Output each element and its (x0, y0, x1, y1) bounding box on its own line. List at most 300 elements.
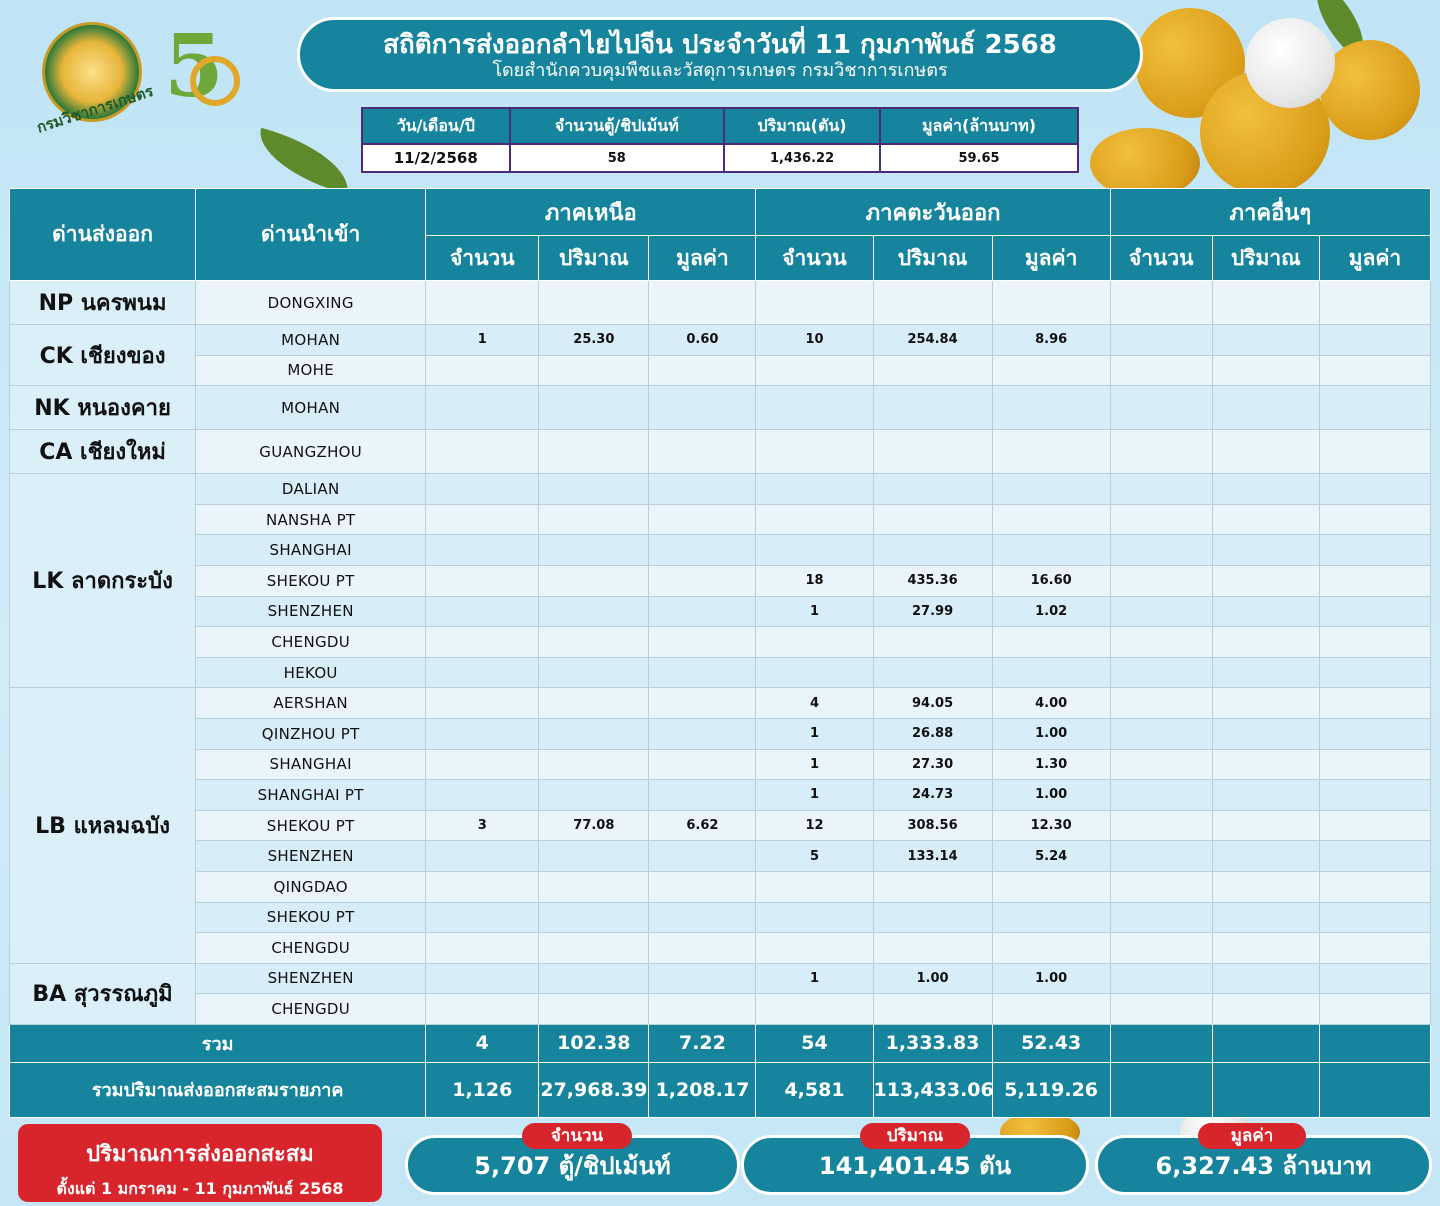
value-cell (1212, 994, 1319, 1025)
value-cell (1110, 688, 1212, 719)
longan-peeled-image (1245, 18, 1335, 108)
import-destination-cell: QINGDAO (196, 871, 426, 902)
value-cell (873, 386, 992, 430)
value-cell (873, 627, 992, 658)
value-cell (1212, 565, 1319, 596)
value-cell (649, 902, 756, 933)
value-cell (649, 565, 756, 596)
value-cell (992, 627, 1110, 658)
value-cell (426, 535, 539, 566)
value-cell (1212, 535, 1319, 566)
summary-value: 59.65 (880, 144, 1078, 172)
cumulative-title: ปริมาณการส่งออกสะสม (86, 1142, 314, 1167)
value-cell (1212, 902, 1319, 933)
value-cell (649, 933, 756, 964)
value-cell: 12 (756, 810, 873, 841)
value-cell (649, 474, 756, 505)
value-cell (873, 933, 992, 964)
value-cell (1212, 627, 1319, 658)
value-cell (1110, 963, 1212, 994)
accumulated-row-value (1110, 1062, 1212, 1117)
value-cell (539, 688, 649, 719)
value-cell (873, 430, 992, 474)
value-cell (426, 430, 539, 474)
accumulated-row-value: 1,126 (426, 1062, 539, 1117)
total-row (10, 1024, 1431, 1062)
value-cell (649, 657, 756, 688)
value-cell: 4 (756, 688, 873, 719)
table-row (10, 718, 1431, 749)
value-cell (426, 688, 539, 719)
table-row (10, 325, 1431, 356)
export-port-cell: NK หนองคาย (10, 386, 196, 430)
value-cell (1110, 325, 1212, 356)
table-row (10, 565, 1431, 596)
value-cell (426, 504, 539, 535)
value-cell (1110, 535, 1212, 566)
value-cell (1212, 386, 1319, 430)
header-region-east: ภาคตะวันออก (756, 189, 1110, 236)
value-cell: 1.00 (992, 963, 1110, 994)
accumulated-row-value: 5,119.26 (992, 1062, 1110, 1117)
table-row (10, 902, 1431, 933)
value-cell (1110, 474, 1212, 505)
table-row (10, 430, 1431, 474)
value-cell (426, 281, 539, 325)
value-cell (1212, 933, 1319, 964)
stat-volume-tag: ปริมาณ (860, 1123, 970, 1149)
value-cell (539, 430, 649, 474)
value-cell (1212, 657, 1319, 688)
total-row-value: 102.38 (539, 1024, 649, 1062)
value-cell (992, 994, 1110, 1025)
value-cell (756, 871, 873, 902)
value-cell (1212, 355, 1319, 386)
header-count: จำนวน (1110, 236, 1212, 281)
import-destination-cell: CHENGDU (196, 627, 426, 658)
value-cell (539, 749, 649, 780)
value-cell: 18 (756, 565, 873, 596)
value-cell (426, 565, 539, 596)
stat-count-value: 5,707 ตู้/ชิปเม้นท์ (474, 1152, 671, 1180)
accumulated-row-value (1212, 1062, 1319, 1117)
value-cell (539, 902, 649, 933)
value-cell (426, 780, 539, 811)
value-cell (426, 994, 539, 1025)
import-destination-cell: DALIAN (196, 474, 426, 505)
import-destination-cell: SHANGHAI (196, 535, 426, 566)
header-export-checkpoint: ด่านส่งออก (10, 189, 196, 281)
value-cell (1212, 780, 1319, 811)
value-cell (1110, 504, 1212, 535)
summary-count: 58 (510, 144, 725, 172)
import-destination-cell: SHENZHEN (196, 963, 426, 994)
value-cell (1212, 474, 1319, 505)
value-cell (539, 718, 649, 749)
value-cell (426, 627, 539, 658)
value-cell (992, 386, 1110, 430)
table-row (10, 596, 1431, 627)
value-cell: 1 (756, 718, 873, 749)
value-cell (756, 430, 873, 474)
table-row (10, 749, 1431, 780)
value-cell (1110, 810, 1212, 841)
value-cell (1319, 281, 1430, 325)
value-cell: 94.05 (873, 688, 992, 719)
value-cell (1319, 474, 1430, 505)
value-cell (873, 994, 992, 1025)
value-cell (426, 933, 539, 964)
total-row-label: รวม (10, 1024, 426, 1062)
value-cell (539, 565, 649, 596)
import-destination-cell: SHANGHAI PT (196, 780, 426, 811)
value-cell (1212, 596, 1319, 627)
table-row (10, 780, 1431, 811)
value-cell (539, 780, 649, 811)
table-row (10, 355, 1431, 386)
header-count: จำนวน (426, 236, 539, 281)
value-cell: 1.30 (992, 749, 1110, 780)
import-destination-cell: SHANGHAI (196, 749, 426, 780)
value-cell (873, 474, 992, 505)
value-cell (1212, 749, 1319, 780)
value-cell: 4.00 (992, 688, 1110, 719)
value-cell: 10 (756, 325, 873, 356)
value-cell (1319, 749, 1430, 780)
value-cell (1319, 780, 1430, 811)
import-destination-cell: SHEKOU PT (196, 810, 426, 841)
value-cell (539, 535, 649, 566)
accumulated-row (10, 1062, 1431, 1117)
value-cell: 1 (756, 749, 873, 780)
value-cell (649, 386, 756, 430)
value-cell: 1 (756, 596, 873, 627)
import-destination-cell: MOHAN (196, 386, 426, 430)
stat-volume-value: 141,401.45 ตัน (818, 1152, 1012, 1180)
value-cell (1212, 430, 1319, 474)
value-cell: 1 (756, 780, 873, 811)
daily-summary-table (361, 107, 1079, 173)
stat-count-tag: จำนวน (522, 1123, 632, 1149)
header-value: มูลค่า (992, 236, 1110, 281)
value-cell (756, 535, 873, 566)
value-cell (539, 281, 649, 325)
value-cell (1212, 688, 1319, 719)
value-cell (1212, 871, 1319, 902)
value-cell (992, 657, 1110, 688)
import-destination-cell: HEKOU (196, 657, 426, 688)
value-cell (1110, 933, 1212, 964)
value-cell (992, 430, 1110, 474)
cumulative-banner (18, 1124, 382, 1202)
value-cell (649, 994, 756, 1025)
value-cell (873, 504, 992, 535)
table-row (10, 871, 1431, 902)
value-cell (426, 386, 539, 430)
value-cell (873, 871, 992, 902)
page-title: สถิติการส่งออกลำไยไปจีน ประจำวันที่ 11 กุมภาพันธ์ 2568 (383, 30, 1057, 60)
value-cell (539, 386, 649, 430)
accumulated-row-value: 113,433.06 (873, 1062, 992, 1117)
accumulated-row-value: 1,208.17 (649, 1062, 756, 1117)
total-row-value: 4 (426, 1024, 539, 1062)
export-port-cell: LB แหลมฉบัง (10, 688, 196, 963)
value-cell: 1.00 (992, 780, 1110, 811)
table-row (10, 963, 1431, 994)
value-cell (1110, 841, 1212, 872)
value-cell: 5.24 (992, 841, 1110, 872)
value-cell (1212, 504, 1319, 535)
value-cell: 0.60 (649, 325, 756, 356)
import-destination-cell: SHENZHEN (196, 841, 426, 872)
value-cell (1212, 963, 1319, 994)
value-cell (649, 749, 756, 780)
total-row-value (1110, 1024, 1212, 1062)
value-cell: 1.02 (992, 596, 1110, 627)
value-cell (539, 871, 649, 902)
value-cell (1319, 688, 1430, 719)
value-cell (1319, 963, 1430, 994)
value-cell (756, 281, 873, 325)
import-destination-cell: MOHAN (196, 325, 426, 356)
export-port-cell: CK เชียงของ (10, 325, 196, 386)
value-cell (1212, 718, 1319, 749)
table-row (10, 657, 1431, 688)
import-destination-cell: DONGXING (196, 281, 426, 325)
header-volume: ปริมาณ (539, 236, 649, 281)
value-cell (539, 504, 649, 535)
value-cell (873, 281, 992, 325)
value-cell (873, 535, 992, 566)
summary-date: 11/2/2568 (362, 144, 510, 172)
value-cell (1110, 871, 1212, 902)
value-cell (992, 281, 1110, 325)
value-cell (1319, 841, 1430, 872)
import-destination-cell: AERSHAN (196, 688, 426, 719)
value-cell (1319, 430, 1430, 474)
value-cell (649, 871, 756, 902)
value-cell (756, 627, 873, 658)
longan-fruit-image (1320, 40, 1420, 140)
table-body (10, 281, 1431, 1118)
value-cell (539, 627, 649, 658)
summary-header-value: มูลค่า(ล้านบาท) (880, 108, 1078, 144)
accumulated-row-label: รวมปริมาณส่งออกสะสมรายภาค (10, 1062, 426, 1117)
value-cell (1212, 325, 1319, 356)
total-row-value (1319, 1024, 1430, 1062)
value-cell: 133.14 (873, 841, 992, 872)
import-destination-cell: QINZHOU PT (196, 718, 426, 749)
table-row (10, 535, 1431, 566)
value-cell (992, 871, 1110, 902)
accumulated-row-value (1319, 1062, 1430, 1117)
value-cell: 435.36 (873, 565, 992, 596)
value-cell: 254.84 (873, 325, 992, 356)
title-banner (297, 17, 1143, 92)
export-port-cell: NP นครพนม (10, 281, 196, 325)
value-cell (1319, 355, 1430, 386)
value-cell: 8.96 (992, 325, 1110, 356)
value-cell (756, 994, 873, 1025)
value-cell (1110, 565, 1212, 596)
value-cell (649, 627, 756, 658)
import-destination-cell: CHENGDU (196, 933, 426, 964)
value-cell (1110, 386, 1212, 430)
value-cell (1319, 627, 1430, 658)
value-cell (992, 474, 1110, 505)
value-cell (1319, 535, 1430, 566)
table-row (10, 281, 1431, 325)
value-cell (539, 933, 649, 964)
total-row-value: 54 (756, 1024, 873, 1062)
header-value: มูลค่า (1319, 236, 1430, 281)
value-cell (1319, 810, 1430, 841)
value-cell: 16.60 (992, 565, 1110, 596)
value-cell (539, 994, 649, 1025)
value-cell (756, 504, 873, 535)
value-cell (873, 902, 992, 933)
value-cell (426, 871, 539, 902)
summary-volume: 1,436.22 (724, 144, 880, 172)
value-cell (756, 933, 873, 964)
value-cell (426, 749, 539, 780)
value-cell (756, 657, 873, 688)
accumulated-row-value: 27,968.39 (539, 1062, 649, 1117)
import-destination-cell: GUANGZHOU (196, 430, 426, 474)
header-volume: ปริมาณ (873, 236, 992, 281)
table-row (10, 841, 1431, 872)
import-destination-cell: SHEKOU PT (196, 902, 426, 933)
value-cell (1212, 281, 1319, 325)
value-cell (992, 535, 1110, 566)
value-cell (1319, 994, 1430, 1025)
import-destination-cell: SHEKOU PT (196, 565, 426, 596)
value-cell (873, 657, 992, 688)
value-cell: 25.30 (539, 325, 649, 356)
table-row (10, 474, 1431, 505)
value-cell (1110, 281, 1212, 325)
value-cell: 6.62 (649, 810, 756, 841)
page-subtitle: โดยสำนักควบคุมพืชและวัสดุการเกษตร กรมวิชาการเกษตร (492, 60, 948, 81)
value-cell (426, 657, 539, 688)
summary-header-count: จำนวนตู้/ชิปเม้นท์ (510, 108, 725, 144)
value-cell (649, 963, 756, 994)
value-cell (426, 963, 539, 994)
value-cell: 1 (426, 325, 539, 356)
value-cell (873, 355, 992, 386)
value-cell (426, 902, 539, 933)
value-cell (756, 355, 873, 386)
export-port-cell: LK ลาดกระบัง (10, 474, 196, 688)
total-row-value: 52.43 (992, 1024, 1110, 1062)
export-port-cell: CA เชียงใหม่ (10, 430, 196, 474)
value-cell (1319, 504, 1430, 535)
value-cell (1319, 902, 1430, 933)
cumulative-date-range: ตั้งแต่ 1 มกราคม - 11 กุมภาพันธ์ 2568 (56, 1179, 344, 1198)
value-cell (992, 504, 1110, 535)
value-cell (426, 718, 539, 749)
value-cell: 26.88 (873, 718, 992, 749)
value-cell (1319, 933, 1430, 964)
header-volume: ปริมาณ (1212, 236, 1319, 281)
table-row (10, 688, 1431, 719)
value-cell (1319, 325, 1430, 356)
value-cell (1110, 780, 1212, 811)
value-cell (1110, 596, 1212, 627)
value-cell (1212, 810, 1319, 841)
export-stats-table (9, 188, 1431, 1118)
value-cell: 1.00 (873, 963, 992, 994)
value-cell: 308.56 (873, 810, 992, 841)
value-cell (649, 430, 756, 474)
value-cell (649, 535, 756, 566)
value-cell (426, 841, 539, 872)
import-destination-cell: CHENGDU (196, 994, 426, 1025)
value-cell (649, 281, 756, 325)
import-destination-cell: MOHE (196, 355, 426, 386)
stat-value-tag: มูลค่า (1198, 1123, 1306, 1149)
value-cell (649, 718, 756, 749)
value-cell (539, 963, 649, 994)
value-cell (1110, 718, 1212, 749)
value-cell (1319, 596, 1430, 627)
value-cell (1319, 386, 1430, 430)
value-cell: 3 (426, 810, 539, 841)
value-cell (539, 657, 649, 688)
value-cell (992, 355, 1110, 386)
header-value: มูลค่า (649, 236, 756, 281)
value-cell: 27.30 (873, 749, 992, 780)
table-row (10, 386, 1431, 430)
value-cell (756, 902, 873, 933)
value-cell: 24.73 (873, 780, 992, 811)
value-cell (426, 355, 539, 386)
table-row (10, 810, 1431, 841)
anniversary-50-logo: 5 (162, 26, 254, 126)
table-row (10, 504, 1431, 535)
department-logo-text: กรมวิชาการเกษตร (34, 81, 156, 137)
value-cell (1110, 627, 1212, 658)
value-cell (426, 596, 539, 627)
value-cell (1319, 657, 1430, 688)
import-destination-cell: NANSHA PT (196, 504, 426, 535)
value-cell (756, 474, 873, 505)
header-import-checkpoint: ด่านนำเข้า (196, 189, 426, 281)
value-cell (1110, 430, 1212, 474)
value-cell (649, 596, 756, 627)
summary-header-date: วัน/เดือน/ปี (362, 108, 510, 144)
header-count: จำนวน (756, 236, 873, 281)
value-cell (649, 688, 756, 719)
value-cell: 1 (756, 963, 873, 994)
value-cell (1110, 749, 1212, 780)
accumulated-row-value: 4,581 (756, 1062, 873, 1117)
summary-header-volume: ปริมาณ(ตัน) (724, 108, 880, 144)
value-cell (992, 902, 1110, 933)
value-cell (1319, 718, 1430, 749)
value-cell (539, 841, 649, 872)
value-cell (649, 355, 756, 386)
value-cell (1319, 565, 1430, 596)
value-cell (426, 474, 539, 505)
value-cell (539, 596, 649, 627)
table-row (10, 627, 1431, 658)
value-cell: 12.30 (992, 810, 1110, 841)
value-cell (1110, 994, 1212, 1025)
total-row-value: 1,333.83 (873, 1024, 992, 1062)
stat-value-value: 6,327.43 ล้านบาท (1155, 1152, 1372, 1180)
value-cell: 77.08 (539, 810, 649, 841)
